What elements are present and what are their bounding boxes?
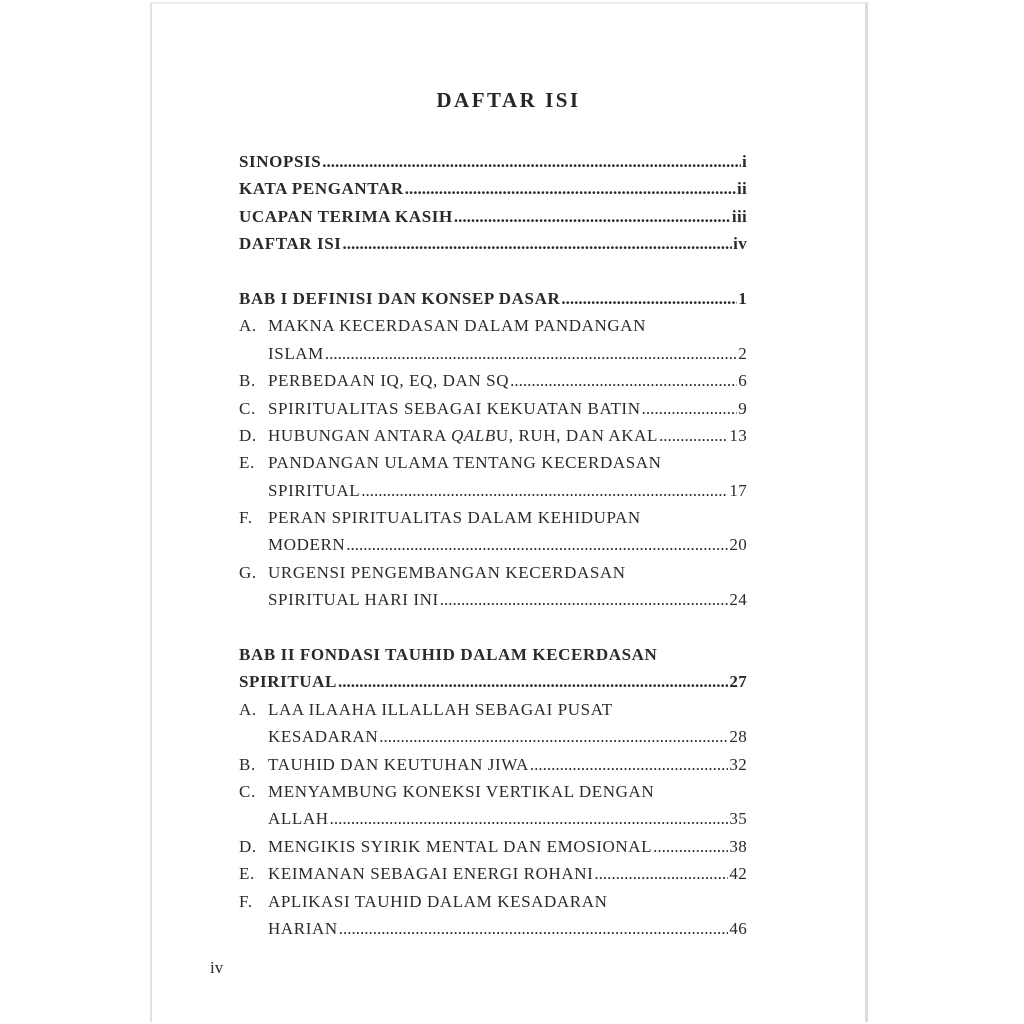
page-number: 13 [729, 425, 747, 445]
page-number: iv [733, 234, 747, 254]
dot-leader [361, 477, 728, 504]
toc-entry-1e: E. PANDANGAN ULAMA TENTANG KECERDASAN [239, 453, 662, 473]
table-of-contents [239, 148, 747, 942]
dot-leader [530, 751, 728, 778]
book-page [150, 2, 868, 1022]
dot-leader [510, 367, 737, 394]
dot-leader [379, 723, 728, 750]
page-title: DAFTAR ISI [436, 88, 581, 112]
toc-entry-ucapan-terima-kasih: UCAPAN TERIMA KASIH ..... iii [239, 203, 747, 230]
spacer [239, 614, 747, 641]
page-number: 1 [738, 288, 747, 308]
dot-leader [325, 340, 737, 367]
dot-leader [642, 395, 738, 422]
toc-entry-1e-cont: SPIRITUAL ..... 17 [239, 477, 747, 504]
toc-entry-1c: C. SPIRITUALITAS SEBAGAI KEKUATAN BATIN ..... 9 [239, 395, 747, 422]
toc-entry-1g-cont: SPIRITUAL HARI INI ..... 24 [239, 586, 747, 613]
toc-entry-sinopsis: SINOPSIS ..... i [239, 148, 747, 175]
dot-leader [454, 203, 731, 230]
toc-entry-2d: D. MENGIKIS SYIRIK MENTAL DAN EMOSIONAL ..... 38 [239, 833, 747, 860]
page-number: 32 [729, 754, 747, 774]
page-number: 6 [738, 371, 747, 391]
dot-leader [405, 175, 736, 202]
toc-entry-2f: F. APLIKASI TAUHID DALAM KESADARAN [239, 891, 608, 911]
chapter-1-heading: BAB I DEFINISI DAN KONSEP DASAR ..... 1 [239, 285, 747, 312]
toc-entry-2a-cont: KESADARAN ..... 28 [239, 723, 747, 750]
page-number: 17 [729, 480, 747, 500]
toc-entry-1d: D. HUBUNGAN ANTARA QALBU, RUH, DAN AKAL ..... 13 [239, 422, 747, 449]
dot-leader [338, 668, 728, 695]
toc-entry-1f: F. PERAN SPIRITUALITAS DALAM KEHIDUPAN [239, 508, 641, 528]
dot-leader [330, 805, 729, 832]
page-folio: iv [210, 958, 224, 977]
toc-entry-2b: B. TAUHID DAN KEUTUHAN JIWA ..... 32 [239, 751, 747, 778]
toc-entry-1g: G. URGENSI PENGEMBANGAN KECERDASAN [239, 562, 626, 582]
toc-entry-2c: C. MENYAMBUNG KONEKSI VERTIKAL DENGAN [239, 781, 655, 801]
page-number: 27 [729, 672, 747, 692]
chapter-2-heading: BAB II FONDASI TAUHID DALAM KECERDASAN [239, 645, 658, 665]
toc-entry-2a: A. LAA ILAAHA ILLALLAH SEBAGAI PUSAT [239, 699, 613, 719]
page-number: 35 [729, 809, 747, 829]
toc-entry-1a-cont: ISLAM ..... 2 [239, 340, 747, 367]
page-number: iii [731, 206, 747, 226]
page-number: 20 [729, 535, 747, 555]
page-number: i [741, 152, 747, 171]
chapter-2-heading-cont: SPIRITUAL ..... 27 [239, 668, 747, 695]
page-number: 2 [738, 343, 747, 363]
toc-entry-1a: A. MAKNA KECERDASAN DALAM PANDANGAN [239, 316, 646, 336]
toc-entry-daftar-isi: DAFTAR ISI ..... iv [239, 230, 747, 257]
dot-leader [343, 230, 733, 257]
dot-leader [594, 860, 728, 887]
dot-leader [653, 833, 728, 860]
dot-leader [440, 586, 729, 613]
toc-entry-1b: B. PERBEDAAN IQ, EQ, DAN SQ ..... 6 [239, 367, 747, 394]
dot-leader [322, 148, 741, 175]
italic-term: QALB [450, 425, 496, 445]
toc-entry-kata-pengantar: KATA PENGANTAR ..... ii [239, 175, 747, 202]
dot-leader [339, 915, 729, 942]
page-number: 38 [729, 836, 747, 856]
toc-entry-2e: E. KEIMANAN SEBAGAI ENERGI ROHANI ..... 42 [239, 860, 747, 887]
page-number: 24 [729, 590, 747, 610]
page-number: 9 [738, 398, 747, 418]
page-number: 28 [729, 727, 747, 747]
toc-entry-2f-cont: HARIAN ..... 46 [239, 915, 747, 942]
page-number: 42 [729, 864, 747, 884]
spacer [239, 258, 747, 285]
page-number: ii [736, 179, 747, 199]
toc-entry-2c-cont: ALLAH ..... 35 [239, 805, 747, 832]
toc-entry-1f-cont: MODERN ..... 20 [239, 531, 747, 558]
dot-leader [561, 285, 737, 312]
dot-leader [659, 422, 728, 449]
page-number: 46 [729, 918, 747, 938]
dot-leader [346, 531, 728, 558]
